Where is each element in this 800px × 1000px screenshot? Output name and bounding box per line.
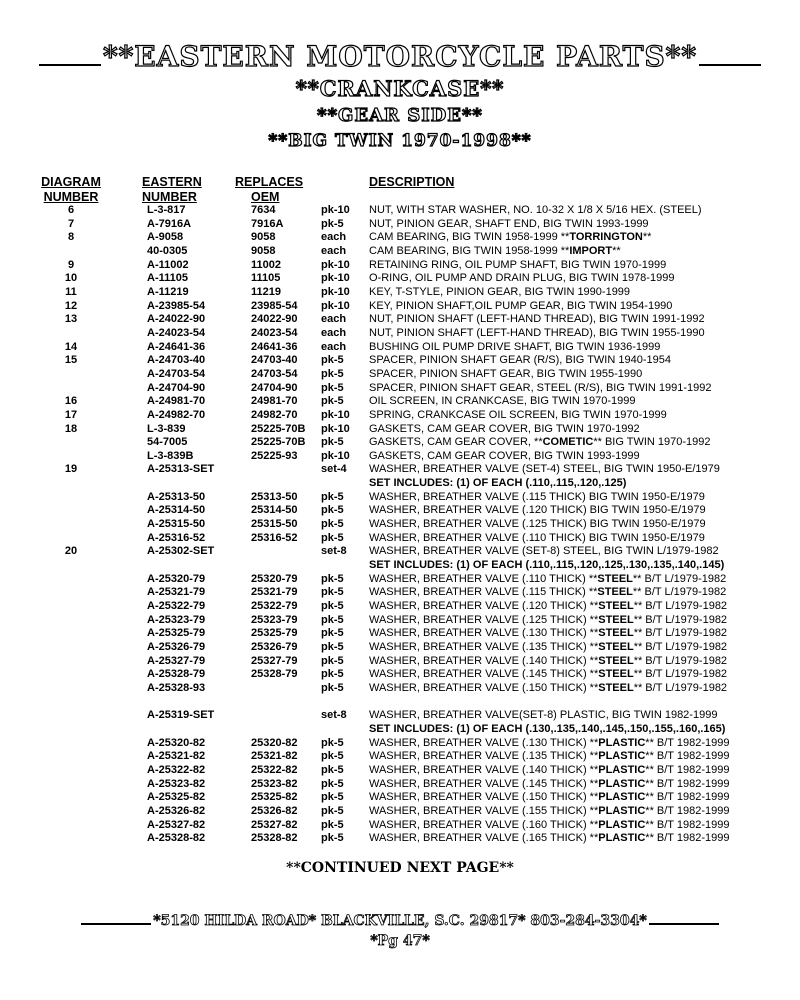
oem-number-cell: 25314-50 xyxy=(251,504,298,517)
description-cell: WASHER, BREATHER VALVE (.140 THICK) **STEEL** B/T L/1979-1982 xyxy=(369,654,728,667)
pack-qty-cell: pk-10 xyxy=(321,272,350,285)
pack-qty-cell: pk-5 xyxy=(321,681,344,694)
table-row xyxy=(0,791,800,805)
table-row xyxy=(0,832,800,846)
diagram-number-cell: 14 xyxy=(64,340,78,353)
oem-number-cell: 24981-70 xyxy=(251,395,298,408)
eastern-number-cell: A-25321-79 xyxy=(147,586,206,599)
eastern-number-cell: A-24641-36 xyxy=(147,340,206,353)
eastern-number-cell: A-23985-54 xyxy=(147,299,206,312)
column-header-replaces xyxy=(235,175,303,205)
table-row xyxy=(0,272,800,286)
footer-address xyxy=(0,913,800,929)
diagram-number-cell: 16 xyxy=(64,395,78,408)
diagram-number-cell: 15 xyxy=(64,354,78,367)
pack-qty-cell: pk-5 xyxy=(321,436,344,449)
eastern-number-cell: A-25322-79 xyxy=(147,600,206,613)
pack-qty-cell: each xyxy=(321,326,347,339)
column-header-diagram-line2: NUMBER xyxy=(43,190,99,204)
description-cell: WASHER, BREATHER VALVE (.110 THICK) BIG TWIN 1950-E/1979 xyxy=(369,531,705,544)
oem-number-cell: 23985-54 xyxy=(251,299,298,312)
oem-number-cell: 25320-79 xyxy=(251,572,298,585)
page-number: *Pg 47* xyxy=(370,933,430,949)
eastern-number-cell: A-25315-50 xyxy=(147,518,206,531)
column-header-diagram-line1: DIAGRAM xyxy=(41,175,101,189)
table-row xyxy=(0,805,800,819)
description-cell: SPACER, PINION SHAFT GEAR, STEEL (R/S), BIG TWIN 1991-1992 xyxy=(369,381,712,394)
eastern-number-cell: A-25320-82 xyxy=(147,736,206,749)
eastern-number-cell: A-25320-79 xyxy=(147,572,206,585)
table-row xyxy=(0,819,800,833)
description-cell: NUT, PINION GEAR, SHAFT END, BIG TWIN 1993-1999 xyxy=(369,217,649,230)
eastern-number-cell: A-24703-40 xyxy=(147,354,206,367)
diagram-number-cell: 7 xyxy=(67,217,75,230)
oem-number-cell: 25325-82 xyxy=(251,791,298,804)
table-row xyxy=(0,463,800,477)
pack-qty-cell: pk-5 xyxy=(321,490,344,503)
eastern-number-cell: A-25328-82 xyxy=(147,832,206,845)
description-cell: WASHER, BREATHER VALVE (.145 THICK) **STEEL** B/T L/1979-1982 xyxy=(369,668,728,681)
table-row xyxy=(0,504,800,518)
table-row xyxy=(0,600,800,614)
diagram-number-cell: 9 xyxy=(67,258,75,271)
eastern-number-cell: A-11219 xyxy=(147,285,189,298)
diagram-number-cell: 18 xyxy=(64,422,78,435)
table-row xyxy=(0,750,800,764)
eastern-number-cell: A-25325-82 xyxy=(147,791,206,804)
title-rule-left xyxy=(39,64,101,66)
description-cell: SPRING, CRANKCASE OIL SCREEN, BIG TWIN 1970-1999 xyxy=(369,408,667,421)
eastern-number-cell: L-3-839 xyxy=(147,422,186,435)
eastern-number-cell: A-7916A xyxy=(147,217,192,230)
diagram-number-cell: 17 xyxy=(64,408,78,421)
description-cell: WASHER, BREATHER VALVE (.160 THICK) **PLASTIC** B/T 1982-1999 xyxy=(369,818,730,831)
description-cell: WASHER, BREATHER VALVE (.125 THICK) **STEEL** B/T L/1979-1982 xyxy=(369,613,728,626)
oem-number-cell: 24704-90 xyxy=(251,381,298,394)
table-row xyxy=(0,395,800,409)
oem-number-cell: 25328-79 xyxy=(251,668,298,681)
table-row xyxy=(0,655,800,669)
table-row xyxy=(0,491,800,505)
oem-number-cell: 9058 xyxy=(251,231,276,244)
eastern-number-cell: A-25323-79 xyxy=(147,613,206,626)
pack-qty-cell: pk-5 xyxy=(321,504,344,517)
pack-qty-cell: each xyxy=(321,244,347,257)
eastern-number-cell: A-24981-70 xyxy=(147,395,206,408)
oem-number-cell: 7916A xyxy=(251,217,284,230)
eastern-number-cell: A-11105 xyxy=(147,272,188,285)
oem-number-cell: 25322-79 xyxy=(251,600,298,613)
table-row xyxy=(0,518,800,532)
pack-qty-cell: pk-5 xyxy=(321,600,344,613)
description-cell: WASHER, BREATHER VALVE (.125 THICK) BIG TWIN 1950-E/1979 xyxy=(369,518,706,531)
description-cell: KEY, PINION SHAFT,OIL PUMP GEAR, BIG TWIN 1954-1990 xyxy=(369,299,673,312)
pack-qty-cell: pk-5 xyxy=(321,750,344,763)
diagram-number-cell: 12 xyxy=(64,299,78,312)
table-row xyxy=(0,627,800,641)
continued-note: **CONTINUED NEXT PAGE** xyxy=(286,860,514,876)
description-cell: WASHER, BREATHER VALVE (.110 THICK) **STEEL** B/T L/1979-1982 xyxy=(369,572,727,585)
description-cell: SPACER, PINION SHAFT GEAR, BIG TWIN 1955-1990 xyxy=(369,367,643,380)
eastern-number-cell: A-25321-82 xyxy=(147,750,206,763)
oem-number-cell: 25326-82 xyxy=(251,804,298,817)
pack-qty-cell: set-4 xyxy=(321,463,347,476)
description-cell: OIL SCREEN, IN CRANKCASE, BIG TWIN 1970-1999 xyxy=(369,395,636,408)
table-row xyxy=(0,778,800,792)
page-title-text: **EASTERN MOTORCYCLE PARTS** xyxy=(103,40,697,73)
eastern-number-cell: A-25326-82 xyxy=(147,804,206,817)
oem-number-cell: 25327-82 xyxy=(251,818,298,831)
pack-qty-cell: pk-10 xyxy=(321,449,350,462)
table-row xyxy=(0,532,800,546)
eastern-number-cell: A-25323-82 xyxy=(147,777,206,790)
pack-qty-cell: pk-5 xyxy=(321,736,344,749)
eastern-number-cell: A-25313-50 xyxy=(147,490,206,503)
pack-qty-cell: pk-5 xyxy=(321,354,344,367)
oem-number-cell: 25327-79 xyxy=(251,654,298,667)
oem-number-cell: 24982-70 xyxy=(251,408,298,421)
description-cell: WASHER, BREATHER VALVE (.135 THICK) **STEEL** B/T L/1979-1982 xyxy=(369,641,728,653)
column-header-diagram xyxy=(38,175,104,205)
table-row xyxy=(0,737,800,751)
table-row xyxy=(0,327,800,341)
oem-number-cell: 25325-79 xyxy=(251,627,298,640)
set-note-row xyxy=(0,723,800,737)
oem-number-cell: 25320-82 xyxy=(251,736,298,749)
pack-qty-cell: pk-10 xyxy=(321,422,350,435)
pack-qty-cell: pk-5 xyxy=(321,613,344,626)
pack-qty-cell: pk-5 xyxy=(321,518,344,531)
table-row xyxy=(0,218,800,232)
table-row xyxy=(0,368,800,382)
description-cell: WASHER, BREATHER VALVE (.150 THICK) **STEEL** B/T L/1979-1982 xyxy=(369,681,728,694)
table-row xyxy=(0,382,800,396)
oem-number-cell: 11105 xyxy=(251,272,281,285)
footer-rule-left xyxy=(81,923,151,925)
diagram-number-cell: 11 xyxy=(65,285,77,298)
pack-qty-cell: pk-10 xyxy=(321,408,350,421)
oem-number-cell: 24023-54 xyxy=(251,326,298,339)
description-cell: GASKETS, CAM GEAR COVER, **COMETIC** BIG TWIN 1970-1992 xyxy=(369,436,711,449)
pack-qty-cell: pk-5 xyxy=(321,791,344,804)
eastern-number-cell: A-24022-90 xyxy=(147,313,206,326)
oem-number-cell: 24703-54 xyxy=(251,367,298,380)
pack-qty-cell: each xyxy=(321,231,347,244)
oem-number-cell: 24022-90 xyxy=(251,313,298,326)
set-note-row xyxy=(0,477,800,491)
column-header-eastern-line2: NUMBER xyxy=(142,190,197,204)
table-row xyxy=(0,586,800,600)
description-cell: WASHER, BREATHER VALVE (.150 THICK) **PLASTIC** B/T 1982-1999 xyxy=(369,791,730,804)
pack-qty-cell: pk-5 xyxy=(321,832,344,845)
table-row xyxy=(0,204,800,218)
description-cell: SET INCLUDES: (1) OF EACH (.130,.135,.140,.145,.150,.155,.160,.165) xyxy=(369,722,726,735)
description-cell: WASHER, BREATHER VALVE (.130 THICK) **STEEL** B/T L/1979-1982 xyxy=(369,627,728,640)
description-cell: RETAINING RING, OIL PUMP SHAFT, BIG TWIN 1970-1999 xyxy=(369,258,667,271)
description-cell: BUSHING OIL PUMP DRIVE SHAFT, BIG TWIN 1936-1999 xyxy=(369,340,661,353)
model-title: **BIG TWIN 1970-1998** xyxy=(268,131,532,151)
description-cell: NUT, PINION SHAFT (LEFT-HAND THREAD), BIG TWIN 1991-1992 xyxy=(369,313,705,326)
oem-number-cell: 25225-70B xyxy=(251,436,306,449)
diagram-number-cell: 20 xyxy=(64,545,78,558)
oem-number-cell: 25321-82 xyxy=(251,750,298,763)
diagram-number-cell: 8 xyxy=(67,231,75,244)
pack-qty-cell: pk-5 xyxy=(321,763,344,776)
oem-number-cell: 25322-82 xyxy=(251,763,298,776)
eastern-number-cell: A-9058 xyxy=(147,231,184,244)
eastern-number-cell: A-25328-93 xyxy=(147,681,206,694)
pack-qty-cell: pk-10 xyxy=(321,204,350,216)
description-cell: WASHER, BREATHER VALVE (.120 THICK) **STEEL** B/T L/1979-1982 xyxy=(369,600,728,613)
oem-number-cell: 25316-52 xyxy=(251,531,298,544)
eastern-number-cell: 54-7005 xyxy=(147,436,188,449)
description-cell: WASHER, BREATHER VALVE (.120 THICK) BIG TWIN 1950-E/1979 xyxy=(369,504,706,517)
pack-qty-cell: pk-5 xyxy=(321,641,344,653)
oem-number-cell: 25323-82 xyxy=(251,777,298,790)
oem-number-cell: 25315-50 xyxy=(251,518,298,531)
eastern-number-cell: A-25313-SET xyxy=(147,463,215,476)
oem-number-cell: 25328-82 xyxy=(251,832,298,845)
description-cell: NUT, WITH STAR WASHER, NO. 10-32 X 1/8 X 5/16 HEX. (STEEL) xyxy=(369,204,702,216)
eastern-number-cell: A-25326-79 xyxy=(147,641,206,653)
table-row xyxy=(0,450,800,464)
diagram-number-cell: 13 xyxy=(64,313,78,326)
description-cell: CAM BEARING, BIG TWIN 1958-1999 **TORRINGTON** xyxy=(369,231,652,244)
description-cell: SET INCLUDES: (1) OF EACH (.110,.115,.120,.125,.130,.135,.140,.145) xyxy=(369,559,725,572)
description-cell: WASHER, BREATHER VALVE (.130 THICK) **PLASTIC** B/T 1982-1999 xyxy=(369,736,730,749)
oem-number-cell: 11002 xyxy=(251,258,281,271)
eastern-number-cell: A-24704-90 xyxy=(147,381,206,394)
column-header-description: DESCRIPTION xyxy=(369,175,455,189)
pack-qty-cell: pk-5 xyxy=(321,217,344,230)
oem-number-cell: 24641-36 xyxy=(251,340,298,353)
pack-qty-cell: pk-10 xyxy=(321,258,350,271)
description-cell: SET INCLUDES: (1) OF EACH (.110,.115,.120,.125) xyxy=(369,477,627,490)
footer-rule-right xyxy=(649,923,719,925)
oem-number-cell: 25323-79 xyxy=(251,613,298,626)
table-row xyxy=(0,300,800,314)
eastern-number-cell: 40-0305 xyxy=(147,244,188,257)
table-row xyxy=(0,231,800,245)
oem-number-cell: 7634 xyxy=(251,204,276,216)
eastern-number-cell: A-25314-50 xyxy=(147,504,206,517)
eastern-number-cell: A-11002 xyxy=(147,258,189,271)
parts-table xyxy=(0,204,800,846)
title-rule-right xyxy=(699,64,761,66)
eastern-number-cell: A-25327-82 xyxy=(147,818,206,831)
table-row xyxy=(0,286,800,300)
eastern-number-cell: A-25327-79 xyxy=(147,654,206,667)
oem-number-cell: 24703-40 xyxy=(251,354,298,367)
table-row xyxy=(0,668,800,682)
description-cell: KEY, T-STYLE, PINION GEAR, BIG TWIN 1990-1999 xyxy=(369,285,631,298)
eastern-number-cell: A-25328-79 xyxy=(147,668,206,681)
table-row xyxy=(0,423,800,437)
pack-qty-cell: pk-10 xyxy=(321,285,350,298)
oem-number-cell: 25225-93 xyxy=(251,449,298,462)
table-row xyxy=(0,682,800,696)
description-cell: WASHER, BREATHER VALVE (.165 THICK) **PLASTIC** B/T 1982-1999 xyxy=(369,832,730,845)
page-title xyxy=(0,40,800,73)
table-row xyxy=(0,409,800,423)
description-cell: WASHER, BREATHER VALVE (.140 THICK) **PLASTIC** B/T 1982-1999 xyxy=(369,763,730,776)
pack-qty-cell: each xyxy=(321,340,347,353)
description-cell: NUT, PINION SHAFT (LEFT-HAND THREAD), BIG TWIN 1955-1990 xyxy=(369,326,705,339)
spacer-row xyxy=(0,696,800,710)
set-note-row xyxy=(0,559,800,573)
oem-number-cell: 9058 xyxy=(251,244,276,257)
description-cell: WASHER, BREATHER VALVE(SET-8) PLASTIC, BIG TWIN 1982-1999 xyxy=(369,709,718,722)
pack-qty-cell: pk-5 xyxy=(321,367,344,380)
footer-address-text: *5120 HILDA ROAD* BLACKVILLE, S.C. 29817* 803-284-3304* xyxy=(153,913,647,929)
description-cell: GASKETS, CAM GEAR COVER, BIG TWIN 1993-1999 xyxy=(369,449,640,462)
oem-number-cell: 25326-79 xyxy=(251,641,298,653)
eastern-number-cell: A-25302-SET xyxy=(147,545,215,558)
table-row xyxy=(0,545,800,559)
description-cell: GASKETS, CAM GEAR COVER, BIG TWIN 1970-1992 xyxy=(369,422,640,435)
column-header-eastern xyxy=(142,175,202,205)
section-title: **CRANKCASE** xyxy=(295,76,505,101)
table-row xyxy=(0,764,800,778)
description-cell: O-RING, OIL PUMP AND DRAIN PLUG, BIG TWIN 1978-1999 xyxy=(369,272,675,285)
description-cell: WASHER, BREATHER VALVE (.115 THICK) BIG TWIN 1950-E/1979 xyxy=(369,490,705,503)
table-row xyxy=(0,259,800,273)
table-row xyxy=(0,341,800,355)
oem-number-cell: 11219 xyxy=(251,285,281,298)
eastern-number-cell: L-3-839B xyxy=(147,449,194,462)
description-cell: CAM BEARING, BIG TWIN 1958-1999 **IMPORT** xyxy=(369,244,621,257)
eastern-number-cell: A-25325-79 xyxy=(147,627,206,640)
pack-qty-cell: pk-5 xyxy=(321,381,344,394)
diagram-number-cell: 19 xyxy=(64,463,78,476)
description-cell: WASHER, BREATHER VALVE (SET-8) STEEL, BIG TWIN L/1979-1982 xyxy=(369,545,719,558)
eastern-number-cell: A-25322-82 xyxy=(147,763,206,776)
table-row xyxy=(0,313,800,327)
table-row xyxy=(0,573,800,587)
pack-qty-cell: pk-5 xyxy=(321,531,344,544)
column-header-replaces-line2: OEM xyxy=(251,190,280,204)
eastern-number-cell: A-24023-54 xyxy=(147,326,206,339)
diagram-number-cell: 10 xyxy=(64,272,78,285)
table-row xyxy=(0,436,800,450)
table-row xyxy=(0,245,800,259)
pack-qty-cell: pk-5 xyxy=(321,395,344,408)
pack-qty-cell: each xyxy=(321,313,347,326)
pack-qty-cell: pk-5 xyxy=(321,668,344,681)
oem-number-cell: 25321-79 xyxy=(251,586,298,599)
pack-qty-cell: pk-5 xyxy=(321,654,344,667)
pack-qty-cell: set-8 xyxy=(321,709,347,722)
column-header-eastern-line1: EASTERN xyxy=(142,175,202,189)
table-row xyxy=(0,709,800,723)
column-header-replaces-line1: REPLACES xyxy=(235,175,304,189)
oem-number-cell: 25313-50 xyxy=(251,490,298,503)
diagram-number-cell: 6 xyxy=(67,204,75,216)
pack-qty-cell: pk-5 xyxy=(321,586,344,599)
description-cell: WASHER, BREATHER VALVE (.155 THICK) **PLASTIC** B/T 1982-1999 xyxy=(369,804,730,817)
pack-qty-cell: pk-5 xyxy=(321,777,344,790)
subsection-title: **GEAR SIDE** xyxy=(317,105,483,126)
pack-qty-cell: pk-10 xyxy=(321,299,350,312)
table-row xyxy=(0,641,800,655)
oem-number-cell: 25225-70B xyxy=(251,422,306,435)
eastern-number-cell: A-24982-70 xyxy=(147,408,206,421)
eastern-number-cell: A-25319-SET xyxy=(147,709,215,722)
description-cell: WASHER, BREATHER VALVE (.115 THICK) **STEEL** B/T L/1979-1982 xyxy=(369,586,727,599)
pack-qty-cell: set-8 xyxy=(321,545,347,558)
description-cell: WASHER, BREATHER VALVE (.135 THICK) **PLASTIC** B/T 1982-1999 xyxy=(369,750,730,763)
table-row xyxy=(0,354,800,368)
description-cell: WASHER, BREATHER VALVE (.145 THICK) **PLASTIC** B/T 1982-1999 xyxy=(369,777,730,790)
pack-qty-cell: pk-5 xyxy=(321,572,344,585)
pack-qty-cell: pk-5 xyxy=(321,818,344,831)
pack-qty-cell: pk-5 xyxy=(321,627,344,640)
pack-qty-cell: pk-5 xyxy=(321,804,344,817)
description-cell: SPACER, PINION SHAFT GEAR (R/S), BIG TWIN 1940-1954 xyxy=(369,354,671,367)
description-cell: WASHER, BREATHER VALVE (SET-4) STEEL, BIG TWIN 1950-E/1979 xyxy=(369,463,720,476)
table-row xyxy=(0,614,800,628)
eastern-number-cell: A-25316-52 xyxy=(147,531,206,544)
eastern-number-cell: A-24703-54 xyxy=(147,367,206,380)
eastern-number-cell: L-3-817 xyxy=(147,204,186,216)
